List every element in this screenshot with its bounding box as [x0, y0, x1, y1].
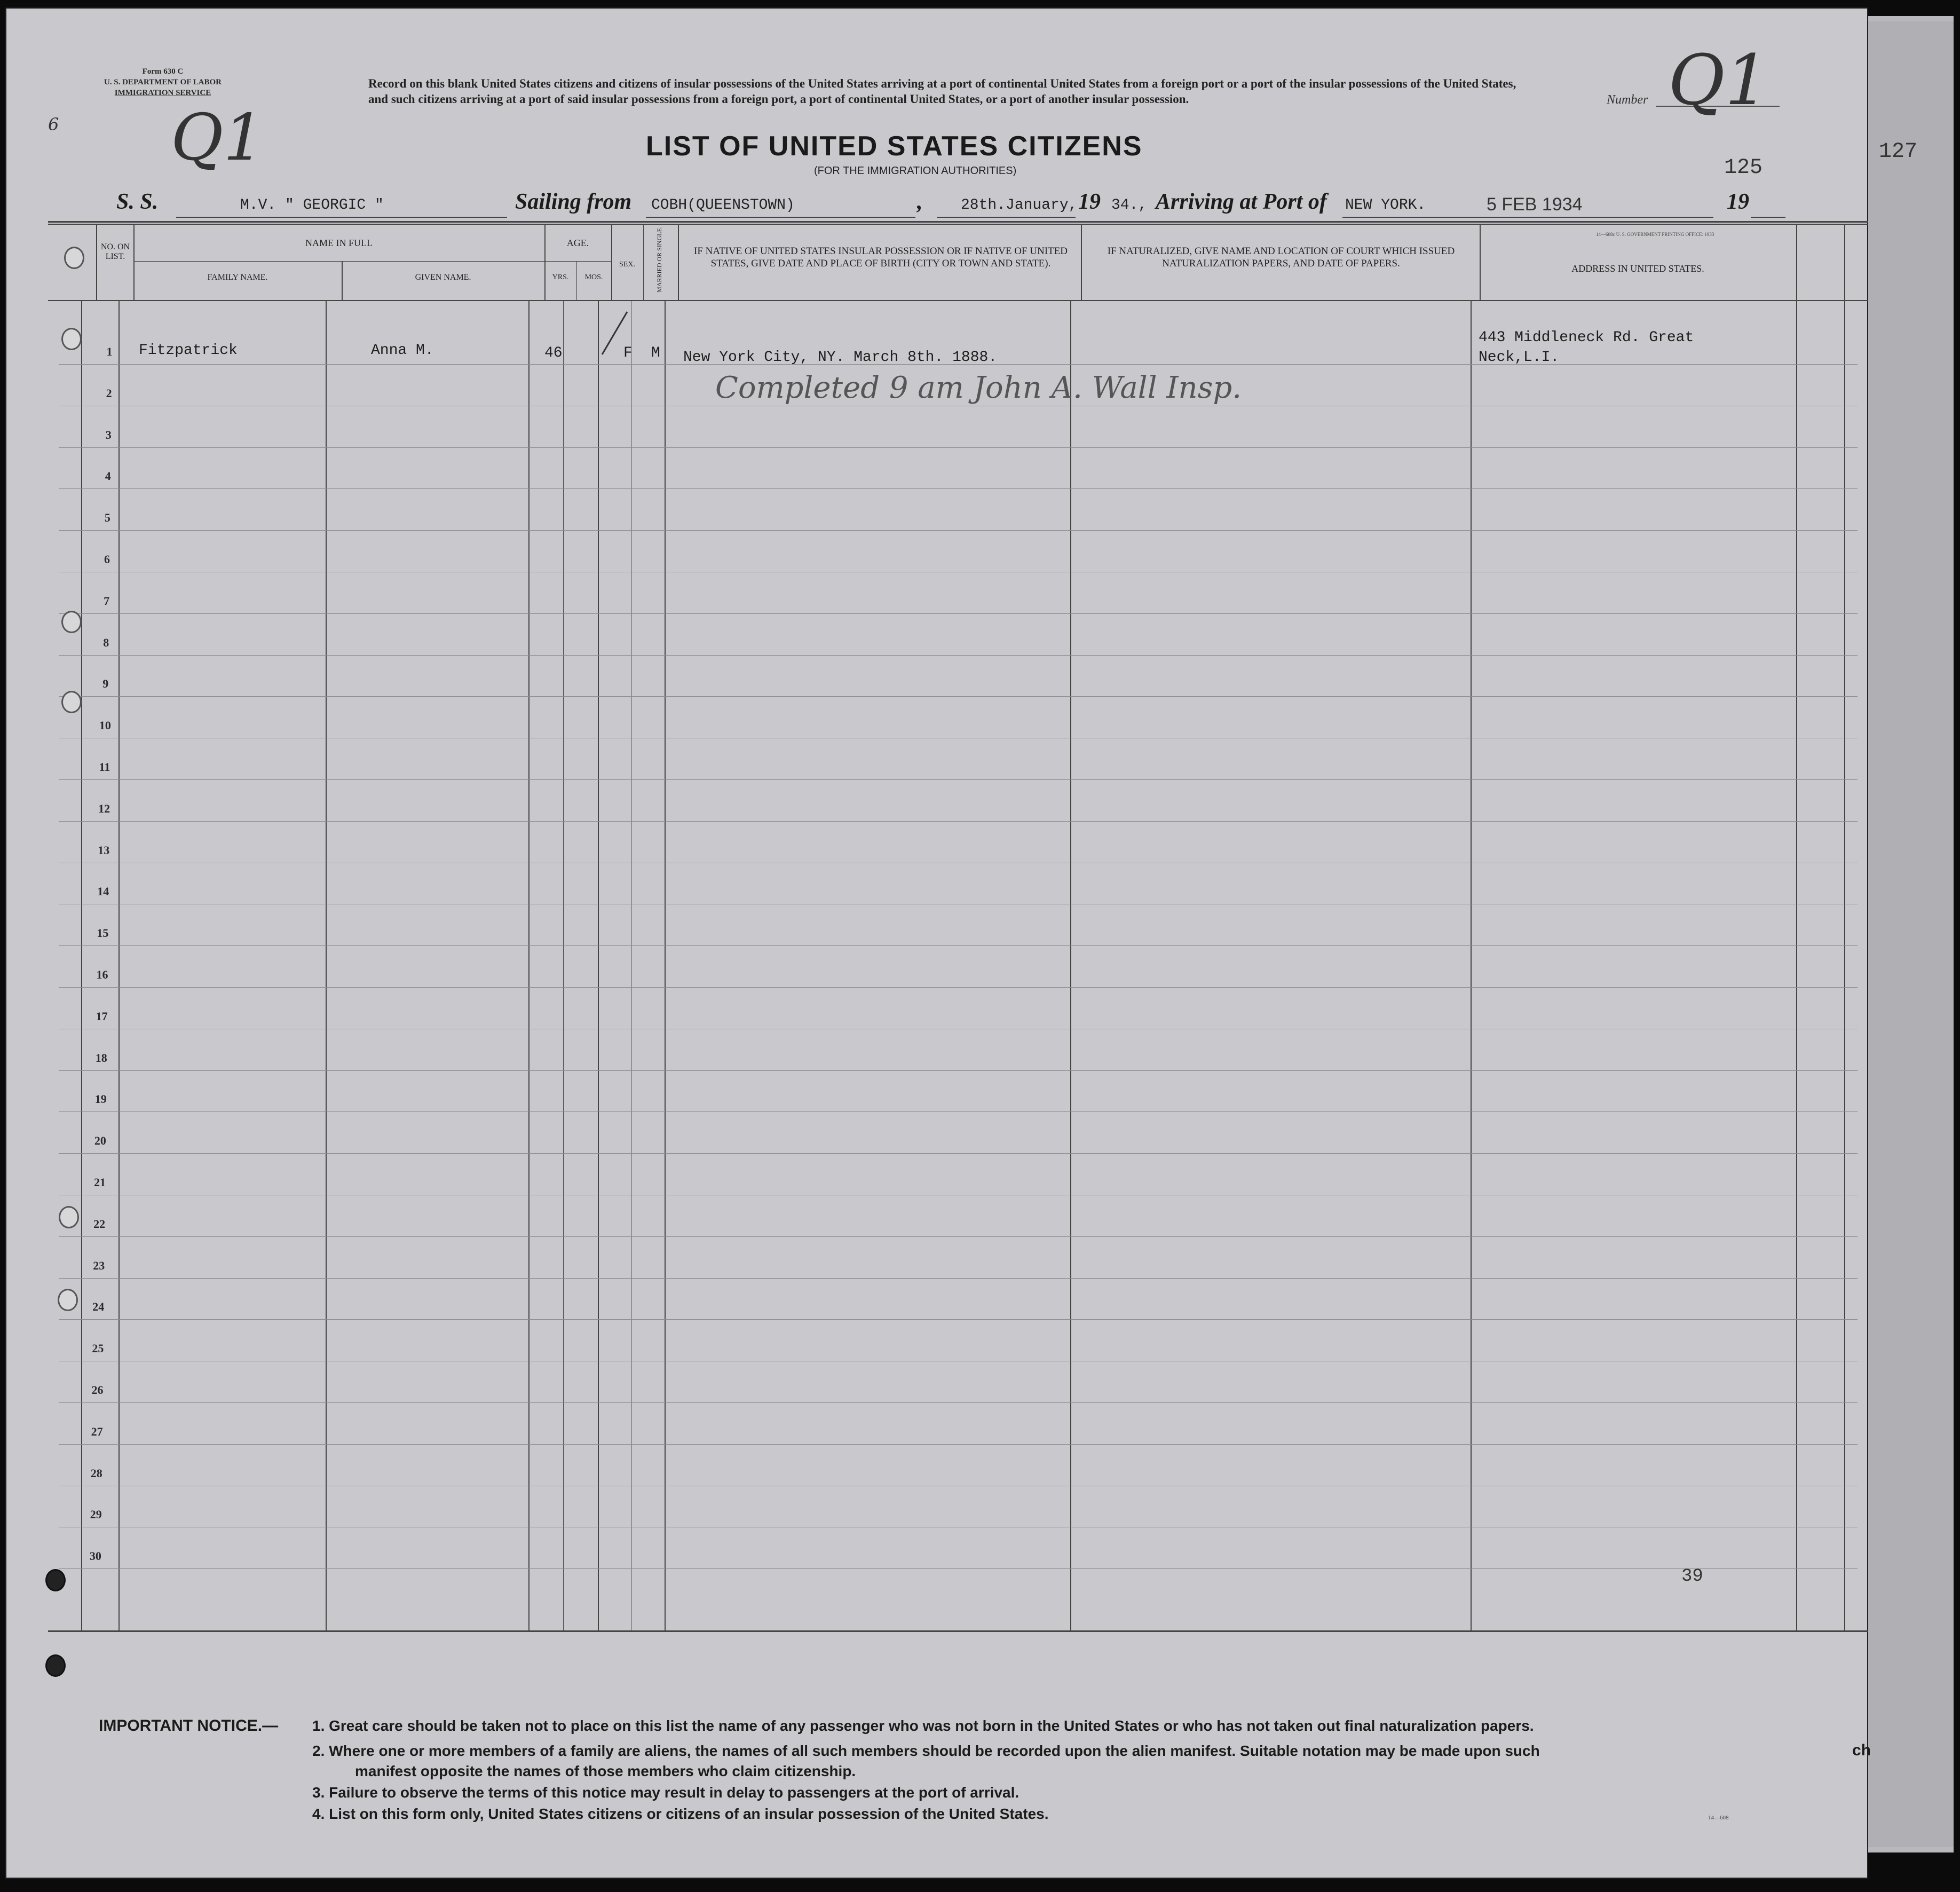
- body-line-age: [528, 300, 529, 1630]
- header-address: ADDRESS IN UNITED STATES.: [1571, 263, 1704, 274]
- row-number: 16: [96, 968, 108, 981]
- name-header-divider: [133, 261, 544, 262]
- header-family-name: FAMILY NAME.: [207, 273, 268, 282]
- sheet-behind-2: [1863, 21, 1954, 1847]
- col-line-address: [1480, 224, 1481, 300]
- header-naturalized: IF NATURALIZED, GIVE NAME AND LOCATION OF COURT WHICH ISSUED NATURALIZATION PAPERS, AND DATE OF PAPERS.: [1107, 246, 1455, 269]
- row-number: 15: [97, 926, 109, 940]
- form-identifier: [75, 66, 251, 98]
- entry-given-name: Anna M.: [371, 342, 434, 359]
- table-row: [59, 821, 1858, 822]
- binder-hole: [59, 1206, 79, 1228]
- table-row: [59, 1319, 1858, 1320]
- row-number: 4: [105, 469, 111, 483]
- number-label: Number: [1607, 93, 1648, 107]
- comma: ,: [917, 190, 923, 214]
- body-line-sex: [598, 300, 599, 1630]
- handwritten-completion-note: Completed 9 am John A. Wall Insp.: [715, 370, 1242, 405]
- table-row: [59, 1236, 1858, 1237]
- entry-sex: F: [623, 345, 633, 361]
- col-line-family: [133, 224, 135, 300]
- year-blank: 19: [1727, 190, 1749, 214]
- header-no: NO. ON LIST.: [100, 242, 130, 261]
- row-number: 26: [91, 1383, 104, 1397]
- year-suffix: 34.,: [1111, 197, 1148, 214]
- row-number: 5: [104, 511, 110, 525]
- notice-item-2-cont: manifest opposite the names of those members who claim citizenship.: [355, 1763, 856, 1779]
- department: U. S. DEPARTMENT OF LABOR: [104, 78, 222, 86]
- handwritten-number: Q1: [1668, 40, 1769, 121]
- row-number: 9: [102, 677, 109, 691]
- entry-birth: New York City, NY. March 8th. 1888.: [683, 349, 998, 366]
- arrival-date-stamp: 5 FEB 1934: [1487, 194, 1583, 215]
- row-number: 21: [94, 1176, 106, 1189]
- table-row: [59, 655, 1858, 656]
- col-line-far-right: [1844, 224, 1845, 1630]
- stamped-number: 125: [1724, 156, 1763, 180]
- page-subtitle: (FOR THE IMMIGRATION AUTHORITIES): [814, 165, 1017, 177]
- binder-hole-torn: [45, 1569, 66, 1591]
- row-number: 20: [94, 1134, 106, 1148]
- year-prefix: 19: [1078, 190, 1101, 214]
- col-line-age: [544, 224, 546, 300]
- table-row: [59, 447, 1858, 448]
- col-line-naturalized: [1081, 224, 1082, 300]
- row-number: 30: [89, 1549, 101, 1563]
- entry-age-years: 46: [544, 345, 563, 361]
- entry-family-name: Fitzpatrick: [139, 342, 238, 359]
- row-number: 12: [98, 801, 110, 815]
- row-number: 11: [99, 760, 110, 774]
- binder-hole: [64, 247, 84, 269]
- header-name-in-full: NAME IN FULL: [305, 238, 373, 248]
- body-line-native: [665, 300, 666, 1630]
- body-line-address: [1471, 300, 1472, 1630]
- stamped-number-behind: 127: [1879, 140, 1918, 164]
- margin-handwriting: 6: [48, 114, 59, 135]
- handwritten-list-number: Q1: [171, 101, 264, 175]
- row-number: 23: [93, 1258, 105, 1272]
- date-underline: [937, 217, 1076, 218]
- body-line-given: [326, 300, 327, 1630]
- ship-name: M.V. " GEORGIC ": [240, 197, 384, 214]
- table-row: [59, 779, 1858, 780]
- col-line-no-left: [96, 224, 97, 300]
- sailing-date: 28th.January,: [961, 197, 1078, 214]
- port-to-underline: [1342, 217, 1713, 218]
- col-line-native: [678, 224, 679, 300]
- row-number: 24: [92, 1300, 105, 1314]
- table-row: [59, 1111, 1858, 1112]
- header-married: MARRIED OR SINGLE.: [655, 226, 663, 293]
- header-mos: MOS.: [584, 273, 603, 281]
- row-number: 29: [90, 1508, 102, 1522]
- year-blank-underline: [1751, 217, 1785, 218]
- port-to: NEW YORK.: [1345, 197, 1426, 214]
- table-row: [59, 613, 1858, 614]
- table-row: [59, 530, 1858, 531]
- table-row: [59, 1568, 1858, 1569]
- port-from-underline: [646, 217, 915, 218]
- row-number: 18: [95, 1051, 107, 1065]
- notice-item-4: 4. List on this form only, United States citizens or citizens of an insular possession of the United States.: [312, 1806, 1049, 1822]
- arriving-label: Arriving at Port of: [1156, 190, 1327, 214]
- header-given-name: GIVEN NAME.: [415, 273, 471, 282]
- row-number: 13: [98, 843, 110, 857]
- entry-marital: M: [651, 345, 660, 361]
- binder-hole: [61, 328, 82, 350]
- binder-hole: [61, 611, 82, 633]
- table-row: [59, 1153, 1858, 1154]
- ss-label: S. S.: [116, 190, 159, 214]
- service: IMMIGRATION SERVICE: [114, 89, 211, 97]
- bottom-form-mark: 14—608: [1708, 1815, 1729, 1821]
- row-number: 22: [93, 1217, 106, 1231]
- notice-item-1: 1. Great care should be taken not to place on this list the name of any passenger who was not born in the United States or who has not taken out final naturalization papers.: [312, 1717, 1534, 1734]
- notice-heading: IMPORTANT NOTICE.—: [99, 1717, 279, 1735]
- row-number: 14: [97, 885, 109, 898]
- form-number: Form 630 C: [142, 67, 184, 76]
- entry-address-line2: Neck,L.I.: [1479, 349, 1560, 366]
- binder-hole: [58, 1289, 78, 1311]
- row-number: 10: [99, 719, 111, 732]
- table-bottom-border: [48, 1630, 1868, 1632]
- binder-hole-torn: [45, 1654, 66, 1677]
- header-yrs: YRS.: [552, 273, 569, 281]
- table-row: [59, 696, 1858, 697]
- header-age: AGE.: [566, 238, 589, 248]
- notice-overflow-fragment: ch: [1852, 1741, 1871, 1759]
- table-row: [59, 1444, 1858, 1445]
- table-row: [59, 945, 1858, 946]
- row-number: 27: [91, 1424, 103, 1438]
- table-top-border-2: [48, 224, 1868, 225]
- header-native: IF NATIVE OF UNITED STATES INSULAR POSSESSION OR IF NATIVE OF UNITED STATES, GIVE DATE AND PLACE OF BIRTH (CITY OR TOWN AND STATE).: [694, 246, 1068, 269]
- col-line-right: [1796, 224, 1797, 1630]
- row-number: 7: [104, 594, 110, 608]
- body-line-naturalized: [1070, 300, 1071, 1630]
- row-number: 25: [92, 1342, 104, 1355]
- age-header-divider: [544, 261, 611, 262]
- row-number: 19: [94, 1092, 107, 1106]
- sailing-label: Sailing from: [515, 190, 632, 214]
- table-row: [59, 488, 1858, 489]
- table-row: [59, 1070, 1858, 1071]
- page-title: LIST OF UNITED STATES CITIZENS: [646, 131, 1143, 162]
- page-number: 39: [1681, 1566, 1703, 1587]
- table-row: [59, 1278, 1858, 1279]
- document-page: [5, 7, 1868, 1879]
- entry-address-line1: 443 Middleneck Rd. Great: [1479, 329, 1694, 346]
- table-top-border: [48, 221, 1868, 223]
- record-instructions: Record on this blank United States citizens and citizens of insular possessions of the United States arriving at a port of continental United States from a foreign port or a port of the insular possessions of the United States, and such citizens arriving at a port of said insular possessions from a foreign port, a port of continental United States, or a port of another insular possession.: [368, 77, 1516, 106]
- row-number: 28: [90, 1466, 102, 1480]
- row-number: 6: [104, 553, 110, 566]
- body-line-mos: [563, 300, 564, 1630]
- header-bottom-border: [48, 300, 1868, 301]
- header-sex: SEX.: [619, 261, 635, 269]
- printer-mark: 14—608c U. S. GOVERNMENT PRINTING OFFICE: 1933: [1596, 232, 1714, 237]
- tick-mark: [598, 309, 630, 357]
- table-row: [59, 987, 1858, 988]
- row-number: 3: [105, 428, 112, 442]
- ship-underline: [176, 217, 507, 218]
- row-number: 17: [96, 1009, 108, 1023]
- port-from: COBH(QUEENSTOWN): [651, 197, 795, 214]
- row-number: 8: [103, 635, 109, 649]
- row-number: 2: [106, 386, 112, 400]
- row-number: 1: [106, 345, 113, 358]
- notice-item-3: 3. Failure to observe the terms of this notice may result in delay to passengers at the port of arrival.: [312, 1784, 1019, 1801]
- col-line-married: [643, 224, 644, 300]
- notice-item-2: 2. Where one or more members of a family are aliens, the names of all such members should be recorded upon the alien manifest. Suitable notation may be made upon such: [312, 1743, 1540, 1759]
- binder-hole: [61, 691, 82, 713]
- table-row: [59, 1402, 1858, 1403]
